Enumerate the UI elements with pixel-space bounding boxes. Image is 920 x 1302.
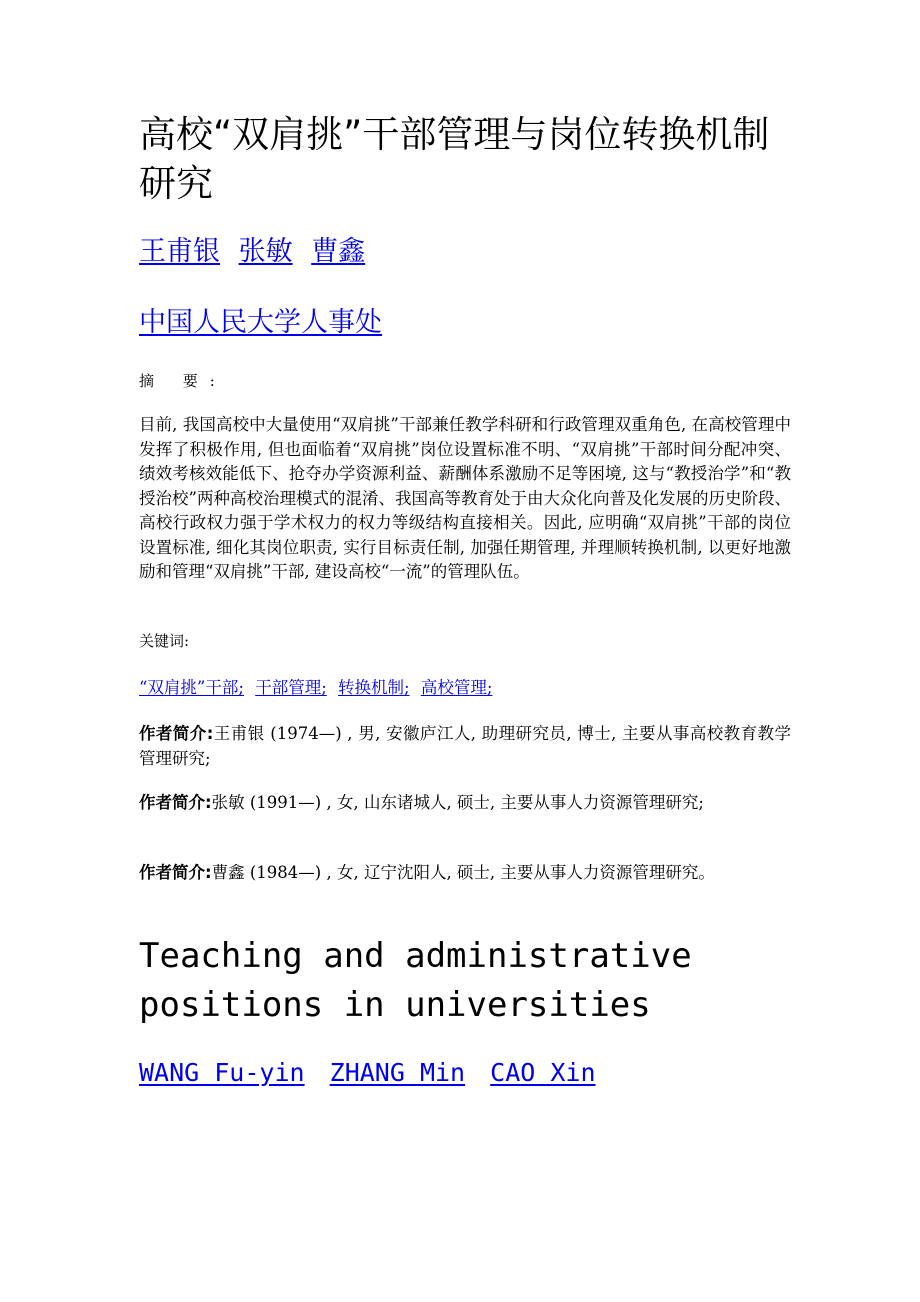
chinese-author-list bbox=[139, 232, 375, 272]
english-author-list bbox=[139, 1054, 606, 1092]
author-link-zhang-min[interactable]: 张敏 bbox=[238, 236, 293, 267]
affiliation-link[interactable]: 中国人民大学人事处 bbox=[139, 307, 382, 338]
author-link-cao-xin-en[interactable]: CAO Xin bbox=[490, 1058, 596, 1087]
author-bio bbox=[139, 861, 791, 886]
author-bio-label: 作者简介: bbox=[139, 724, 214, 743]
page-title-chinese: 高校“双肩挑”干部管理与岗位转换机制研究 bbox=[139, 113, 770, 205]
abstract-text: 目前, 我国高校中大量使用“双肩挑”干部兼任教学科研和行政管理双重角色, 在高校管理中发挥了积极作用, 但也面临着“双肩挑”岗位设置标准不明、“双肩挑”干部时间分配冲突、绩效考核效能低下、抢夺办学资源利益、薪酬体系激励不足等困境, 这与“教授治学”和“教授治校”两种高校治理模式的混淆、我国高等教育处于由大众化向普及化发展的历史阶段、高校行政权力强于学术权力的权力等级结构直接相关。因此, 应明确“双肩挑”干部的岗位设置标准, 细化其岗位职责, 实行目标责任制, 加强任期管理, 并理顺转换机制, 以更好地激励和管理“双肩挑”干部, 建设高校“一流”的管理队伍。 bbox=[139, 415, 791, 581]
page-title-english: Teaching and administrative positions in universities bbox=[139, 936, 692, 1025]
author-bio-text: 王甫银 (1974—) , 男, 安徽庐江人, 助理研究员, 博士, 主要从事高校教育教学管理研究; bbox=[139, 724, 791, 768]
keyword-link[interactable]: 转换机制; bbox=[338, 678, 410, 697]
author-bio-label: 作者简介: bbox=[139, 863, 212, 882]
author-bio-text: 曹鑫 (1984—) , 女, 辽宁沈阳人, 硕士, 主要从事人力资源管理研究。 bbox=[211, 863, 715, 882]
author-bio bbox=[139, 791, 791, 816]
affiliation bbox=[139, 303, 382, 343]
author-link-wang-fuyin[interactable]: 王甫银 bbox=[139, 236, 220, 267]
author-bio bbox=[139, 722, 791, 771]
author-link-cao-xin[interactable]: 曹鑫 bbox=[311, 236, 366, 267]
keywords-label: 关键词: bbox=[139, 632, 190, 650]
abstract-label: 摘 要: bbox=[139, 372, 227, 390]
keyword-list bbox=[139, 676, 498, 700]
keyword-link[interactable]: 高校管理; bbox=[420, 678, 493, 697]
author-bio-text: 张敏 (1991—) , 女, 山东诸城人, 硕士, 主要从事人力资源管理研究; bbox=[211, 793, 704, 812]
author-link-wang-fuyin-en[interactable]: WANG Fu-yin bbox=[139, 1058, 305, 1087]
author-bio-label: 作者简介: bbox=[139, 793, 212, 812]
keyword-link[interactable]: 干部管理; bbox=[255, 678, 327, 697]
keyword-link[interactable]: “双肩挑”干部; bbox=[139, 678, 244, 697]
author-link-zhang-min-en[interactable]: ZHANG Min bbox=[329, 1058, 466, 1087]
